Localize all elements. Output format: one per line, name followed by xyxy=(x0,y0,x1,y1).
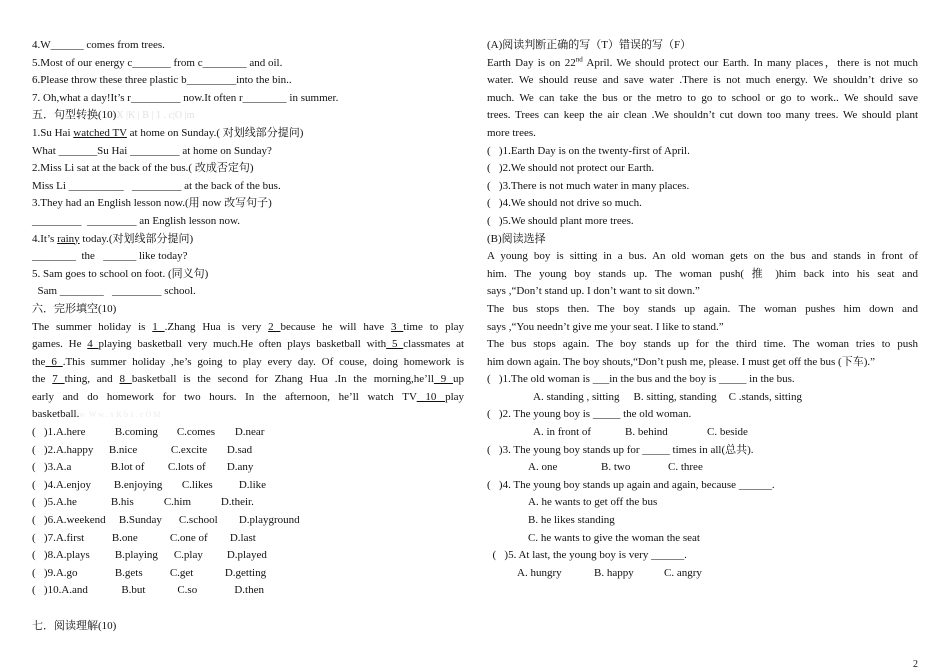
mc-q4-option-c: C. he wants to give the woman the seat xyxy=(528,531,700,544)
passageB-line-2: him. The young boy stands up. The woman push( 推 )him back into his seat and xyxy=(487,267,918,280)
section5-title: 五．句型转换(10) xyxy=(32,109,117,122)
passageB-line-4: The bus stops then. The boy stands up again. The woman pushes him down and xyxy=(487,302,918,315)
cloze-option: B.Sunday xyxy=(118,514,162,527)
cloze-option-number: ( )6. xyxy=(32,514,56,527)
cloze-option: B.nice xyxy=(108,443,138,456)
cloze-option-number: ( )7. xyxy=(32,531,56,544)
cloze-line-6 xyxy=(32,406,464,424)
cloze-option: C.likes xyxy=(181,478,213,491)
s5-q4-post: today.(对划线部分提问) xyxy=(79,232,194,245)
cloze-blank-6: 6 xyxy=(45,355,63,368)
s5-q1 xyxy=(32,125,464,143)
cloze-option: D.any xyxy=(226,461,254,474)
fill-line-4: 4.W______ comes from trees. xyxy=(32,39,165,51)
passageA-line-4: trees. Trees can keep the air clean .We shouldn’t cut down too many trees. We should plant xyxy=(487,109,918,122)
mc-option: A. standing , sitting xyxy=(533,390,620,403)
s5-q3: 3.They had an English lesson now.(用 now 改写句子) xyxy=(32,197,272,210)
tf-item-1: ( )1.Earth Day is on the twenty-first of April. xyxy=(487,144,690,157)
cloze-text: The summer holiday is xyxy=(32,320,153,333)
right-column xyxy=(487,37,918,582)
cloze-text: the xyxy=(32,373,53,386)
s5-q3-answer: _________ _________ an English lesson now. xyxy=(32,214,240,227)
cloze-option: A.first xyxy=(55,531,85,544)
passageA-line-3: much. We can take the bus or the metro to go to school or go to work.. We should save xyxy=(487,91,918,104)
cloze-blank-2: 2 xyxy=(268,320,281,333)
cloze-text: play xyxy=(445,390,465,403)
watermark-text: w W w . x K b 1 . c O M xyxy=(79,410,161,420)
mc-q3: ( )3. The young boy stands up for _____ times in all(总共). xyxy=(487,443,754,456)
tf-item-5: ( )5.We should plant more trees. xyxy=(487,214,634,227)
mc-option: C. three xyxy=(668,461,703,474)
tf-item-2: ( )2.We should not protect our Earth. xyxy=(487,162,655,175)
mc-q4-option-a: A. he wants to get off the bus xyxy=(528,496,658,509)
passageB-line-6: The bus stops again. The boy stands up for the third time. The woman tries to push xyxy=(487,338,918,351)
passageB-line-1: A young boy is sitting in a bus. An old woman gets on the bus and stands in front of xyxy=(487,250,918,263)
mc-q4-option-b: B. he likes standing xyxy=(528,514,615,527)
cloze-text: games. He xyxy=(32,338,88,351)
s5-q5-answer: Sam ________ _________ school. xyxy=(32,285,196,298)
cloze-option-number: ( )8. xyxy=(32,549,56,562)
superscript-nd: nd xyxy=(575,54,583,63)
mc-q1: ( )1.The old woman is ___in the bus and the boy is _____ in the bus. xyxy=(487,373,795,386)
cloze-option: B.one xyxy=(111,531,138,544)
cloze-option: C.play xyxy=(173,549,203,562)
s5-q4-pre: 4.It’s xyxy=(32,232,58,245)
cloze-option-row xyxy=(32,494,464,512)
passageB-line-5: says ,“You needn’t give me your seat. I like to stand.” xyxy=(487,320,724,333)
cloze-line-5 xyxy=(32,389,464,407)
passageA-line-5: more trees. xyxy=(487,126,536,139)
tf-item-3: ( )3.There is not much water in many places. xyxy=(487,179,690,192)
passage-text: April. We should protect our Earth. In many places，there is not much xyxy=(582,56,919,69)
s5-q1-post: at home on Sunday.( 对划线部分提问) xyxy=(126,126,304,139)
passage-text: Earth Day is on 22 xyxy=(487,56,576,69)
cloze-option: B.playing xyxy=(114,549,158,562)
cloze-option: D.sad xyxy=(226,443,253,456)
cloze-line-3 xyxy=(32,354,464,372)
partB-title: (B)阅读选择 xyxy=(487,232,546,245)
watermark-text: X |K | B | 1 . c|O |m xyxy=(116,110,195,122)
cloze-text: basketball is the second for Zhang Hua .In the morning,he’ll xyxy=(131,373,434,386)
cloze-option: B.enjoying xyxy=(113,478,163,491)
cloze-option: C.lots of xyxy=(167,461,206,474)
mc-option: A. in front of xyxy=(533,426,592,439)
cloze-option: B.lot of xyxy=(110,461,145,474)
mc-q2: ( )2. The young boy is _____ the old woman. xyxy=(487,408,692,421)
mc-option: B. sitting, standing xyxy=(633,390,717,403)
cloze-line-2 xyxy=(32,336,464,354)
cloze-blank-10: 10 xyxy=(416,390,446,403)
cloze-option-row xyxy=(32,424,464,442)
mc-option: A. one xyxy=(528,461,558,474)
mc-q5: ( )5. At last, the young boy is very ______. xyxy=(487,549,687,562)
cloze-option: A.enjoy xyxy=(55,478,91,491)
cloze-option-number: ( )10. xyxy=(32,584,62,597)
s5-q2: 2.Miss Li sat at the back of the bus.( 改成否定句) xyxy=(32,162,254,175)
s5-q4-underlined: rainy xyxy=(57,232,80,245)
cloze-option: A.go xyxy=(55,566,78,579)
cloze-text: .This summer holiday ,he’s going to play every day. Of couse, doing homework is xyxy=(62,355,464,368)
cloze-text: thing, and xyxy=(64,373,120,386)
cloze-blank-8: 8 xyxy=(119,373,132,386)
cloze-blank-1: 1 xyxy=(152,320,165,333)
passageB-line-3: says ,“Don’t stand up. I don’t want to sit down.” xyxy=(487,285,700,298)
mc-option: C. beside xyxy=(707,426,748,439)
mc-option: B. behind xyxy=(625,426,668,439)
cloze-option: D.playground xyxy=(238,514,300,527)
s5-q1-answer: What _______Su Hai _________ at home on Sunday? xyxy=(32,144,272,157)
cloze-option: B.but xyxy=(121,584,146,597)
blank-line xyxy=(32,600,464,618)
cloze-option: D.last xyxy=(229,531,256,544)
s5-q1-underlined: watched TV xyxy=(73,126,127,139)
cloze-option: A.plays xyxy=(55,549,90,562)
cloze-text: the xyxy=(32,355,46,368)
cloze-option-row xyxy=(32,530,464,548)
cloze-blank-3: 3 xyxy=(390,320,404,333)
cloze-option: D.like xyxy=(238,478,267,491)
cloze-blank-7: 7 xyxy=(52,373,65,386)
cloze-text: basketball. xyxy=(32,408,80,421)
cloze-blank-5: 5 xyxy=(386,338,404,351)
fill-line-5: 5.Most of our energy c_______ from c________ and oil. xyxy=(32,56,283,69)
page-number: 2 xyxy=(913,659,918,670)
cloze-option: A.happy xyxy=(55,443,94,456)
cloze-option: B.coming xyxy=(114,426,158,439)
cloze-option: C.him xyxy=(163,496,192,509)
partA-title: (A)阅读判断正确的写（T）错误的写（F） xyxy=(487,39,692,51)
cloze-option: B.his xyxy=(110,496,134,509)
mc-option: C. angry xyxy=(664,566,702,579)
cloze-option: C.comes xyxy=(176,426,216,439)
tf-item-4: ( )4.We should not drive so much. xyxy=(487,197,642,210)
mc-option: C .stands, sitting xyxy=(728,390,802,403)
s5-q4-answer: ________ the ______ like today? xyxy=(32,250,188,263)
cloze-option: C.one of xyxy=(169,531,208,544)
cloze-option-number: ( )5. xyxy=(32,496,56,509)
cloze-option: A.he xyxy=(55,496,77,509)
passageA-line-1 xyxy=(487,55,918,73)
mc-option: A. hungry xyxy=(517,566,562,579)
cloze-blank-9: 9 xyxy=(433,373,454,386)
cloze-option-row xyxy=(32,477,464,495)
fill-line-7: 7. Oh,what a day!It’s r_________ now.It often r________ in summer. xyxy=(32,91,339,104)
cloze-option: B.gets xyxy=(114,566,143,579)
cloze-line-4 xyxy=(32,371,464,389)
mc-option: B. happy xyxy=(594,566,634,579)
cloze-option-row xyxy=(32,582,464,600)
cloze-option: D.then xyxy=(234,584,264,597)
cloze-option-row xyxy=(32,442,464,460)
mc-q3-options xyxy=(487,459,918,477)
cloze-text: .Zhang Hua is very xyxy=(164,320,269,333)
cloze-option: D.getting xyxy=(224,566,267,579)
cloze-option: C.get xyxy=(169,566,194,579)
cloze-option-number: ( )4. xyxy=(32,478,56,491)
left-column xyxy=(32,37,464,635)
cloze-option-row xyxy=(32,565,464,583)
section6-title: 六．完形填空(10) xyxy=(32,302,117,315)
cloze-option: D.their. xyxy=(220,496,254,509)
cloze-option-number: ( )2. xyxy=(32,443,56,456)
cloze-text: time to play xyxy=(403,320,465,333)
cloze-option: D.near xyxy=(234,426,265,439)
s5-q2-answer: Miss Li __________ _________ at the back of the bus. xyxy=(32,179,281,192)
cloze-text: playing basketball very much.He often plays basketball with xyxy=(98,338,387,351)
cloze-option-row xyxy=(32,512,464,530)
cloze-option: A.a xyxy=(55,461,72,474)
mc-q5-options xyxy=(487,565,918,583)
cloze-option: C.so xyxy=(177,584,198,597)
cloze-blank-4: 4 xyxy=(87,338,99,351)
s5-q4 xyxy=(32,231,464,249)
passageB-line-7: him down again. The boy shouts,“Don’t push me, please. I must get off the bus (下车).” xyxy=(487,355,875,368)
cloze-option-number: ( )1. xyxy=(32,426,56,439)
cloze-text: up xyxy=(453,373,465,386)
mc-q1-options xyxy=(487,389,918,407)
cloze-option-number: ( )3. xyxy=(32,461,56,474)
mc-option: B. two xyxy=(601,461,631,474)
cloze-option-row xyxy=(32,547,464,565)
s5-q5: 5. Sam goes to school on foot. (同义句) xyxy=(32,267,209,280)
cloze-options xyxy=(32,424,464,600)
cloze-option: A.weekend xyxy=(55,514,106,527)
s5-q1-pre: 1.Su Hai xyxy=(32,126,74,139)
cloze-option-number: ( )9. xyxy=(32,566,56,579)
cloze-option: A.here xyxy=(55,426,86,439)
cloze-line-1 xyxy=(32,319,464,337)
cloze-option: C.school xyxy=(178,514,218,527)
fill-line-6: 6.Please throw these three plastic b_________into the bin.. xyxy=(32,74,292,87)
cloze-text: because he will have xyxy=(280,320,391,333)
cloze-option-row xyxy=(32,459,464,477)
section7-title: 七．阅读理解(10) xyxy=(32,619,117,632)
mc-q4: ( )4. The young boy stands up again and again, because ______. xyxy=(487,478,775,491)
cloze-option: C.excite xyxy=(170,443,208,456)
passageA-line-2: water. We should reuse and save water .There is not much energy. We shouldn’t drive so xyxy=(487,74,918,87)
cloze-text: early and do homework for two hours. In the afternoon, he’ll watch TV xyxy=(32,390,417,403)
cloze-text: classmates at xyxy=(403,338,465,351)
cloze-option: A.and xyxy=(61,584,88,597)
section5-title-row xyxy=(32,107,464,125)
cloze-option: D.played xyxy=(226,549,267,562)
mc-q2-options xyxy=(487,424,918,442)
